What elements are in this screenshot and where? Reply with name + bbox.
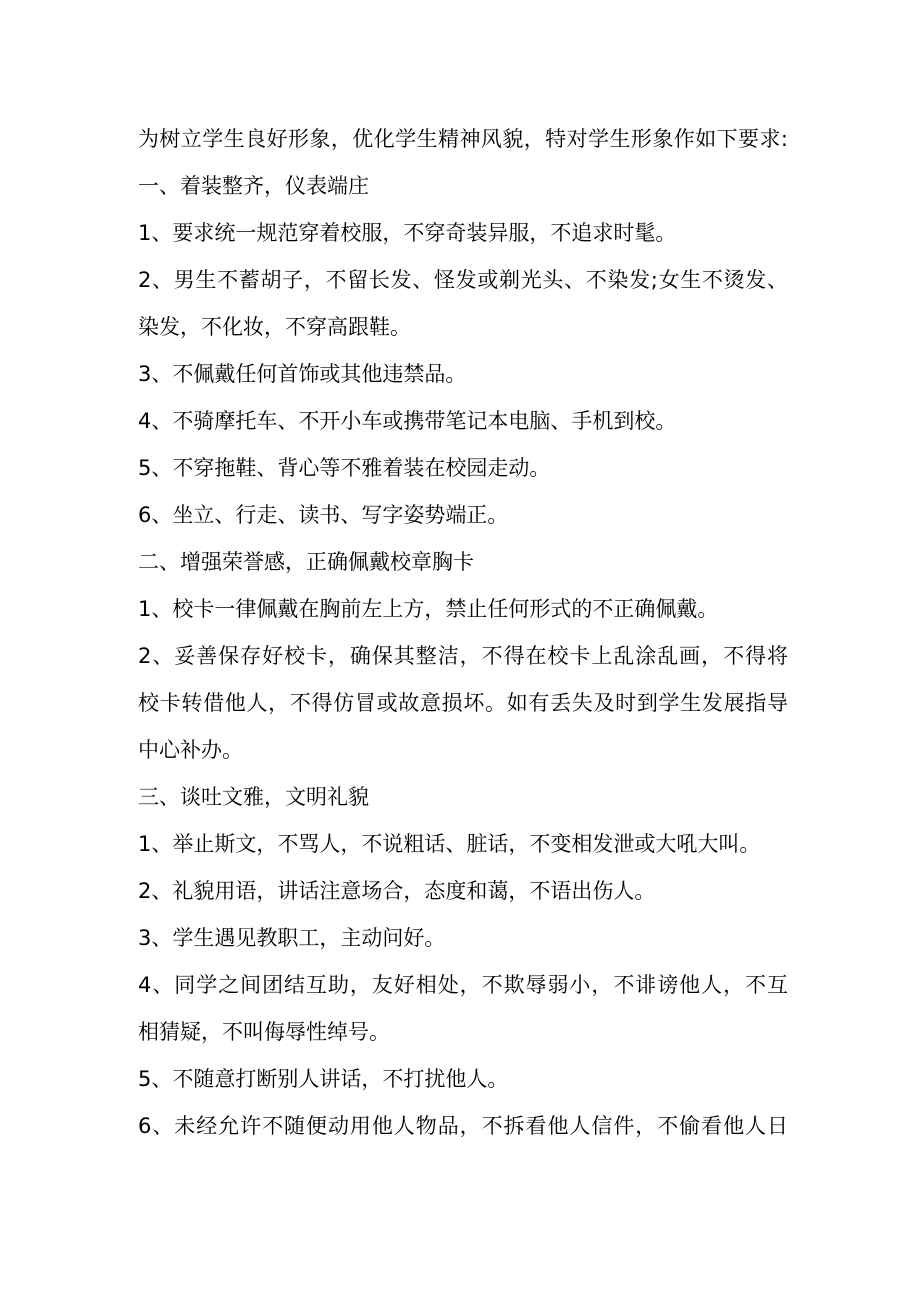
rule-1-4: 4、不骑摩托车、不开小车或携带笔记本电脑、手机到校。	[138, 409, 677, 433]
rule-3-3: 3、学生遇见教职工，主动问好。	[138, 926, 446, 950]
rule-1-3: 3、不佩戴任何首饰或其他违禁品。	[138, 362, 467, 386]
rule-2-2-line-2: 校卡转借他人，不得仿冒或故意损坏。如有丢失及时到学生发展指导	[138, 691, 788, 715]
rule-1-1: 1、要求统一规范穿着校服，不穿奇装异服，不追求时髦。	[138, 221, 677, 245]
rule-2-1: 1、校卡一律佩戴在胸前左上方，禁止任何形式的不正确佩戴。	[138, 597, 719, 621]
rule-2-2-line-1: 2、妥善保存好校卡，确保其整洁，不得在校卡上乱涂乱画，不得将	[138, 644, 788, 668]
rule-1-5: 5、不穿拖鞋、背心等不雅着装在校园走动。	[138, 456, 551, 480]
section-heading-1: 一、着装整齐，仪表端庄	[138, 174, 369, 198]
rule-3-1: 1、举止斯文，不骂人，不说粗话、脏话，不变相发泄或大吼大叫。	[138, 832, 761, 856]
rule-3-6-line-1: 6、未经允许不随便动用他人物品，不拆看他人信件，不偷看他人日	[138, 1114, 788, 1138]
rule-1-2-line-2: 染发，不化妆，不穿高跟鞋。	[138, 315, 411, 339]
section-heading-2: 二、增强荣誉感，正确佩戴校章胸卡	[138, 550, 474, 574]
rule-2-2-line-3: 中心补办。	[138, 738, 243, 762]
document-body	[138, 116, 788, 1150]
rule-3-4-line-1: 4、同学之间团结互助，友好相处，不欺辱弱小，不诽谤他人，不互	[138, 973, 788, 997]
section-heading-3: 三、谈吐文雅，文明礼貌	[138, 785, 369, 809]
rule-1-2-line-1: 2、男生不蓄胡子，不留长发、怪发或剃光头、不染发;女生不烫发、	[138, 268, 788, 292]
rule-3-5: 5、不随意打断别人讲话，不打扰他人。	[138, 1067, 509, 1091]
rule-1-6: 6、坐立、行走、读书、写字姿势端正。	[138, 503, 509, 527]
intro-paragraph: 为树立学生良好形象，优化学生精神风貌，特对学生形象作如下要求:	[138, 127, 788, 151]
rule-3-2: 2、礼貌用语，讲话注意场合，态度和蔼，不语出伤人。	[138, 879, 656, 903]
rule-3-4-line-2: 相猜疑，不叫侮辱性绰号。	[138, 1020, 390, 1044]
